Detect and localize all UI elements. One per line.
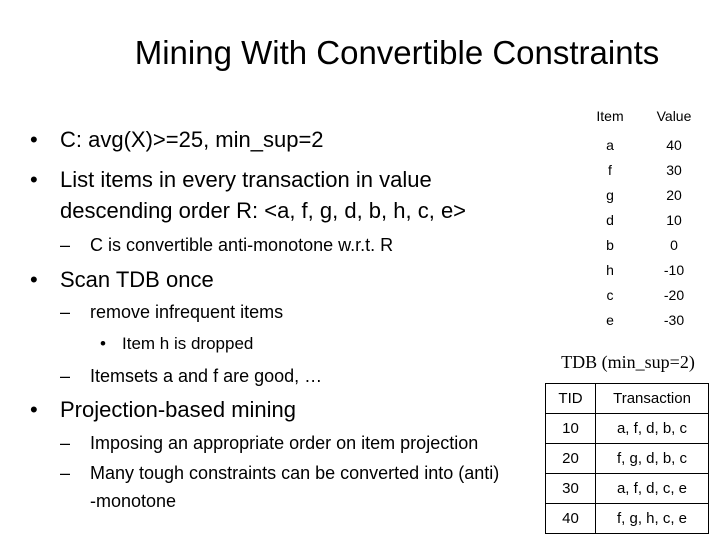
bullet-scan-text: Scan TDB once (60, 267, 214, 292)
tdb-caption: TDB (min_sup=2) (561, 352, 695, 372)
sub-bullet-itemsets (60, 366, 322, 387)
table-row (546, 414, 709, 444)
dash-marker: – (60, 366, 71, 386)
item-cell: g (606, 186, 614, 203)
bullet-order-line2: descending order R: <a, f, g, d, b, h, c, e> (60, 198, 467, 223)
sub-bullet-remove-text: remove infrequent items (90, 302, 284, 322)
slide-title: Mining With Convertible Constraints (134, 34, 660, 71)
tid-cell: 40 (546, 504, 596, 534)
table-row (582, 182, 710, 207)
bullet-marker: • (30, 127, 38, 152)
tid-cell: 10 (546, 414, 596, 444)
item-cell: c (606, 286, 614, 303)
transaction-cell: a, f, d, c, e (596, 474, 709, 504)
sub-bullet-convertible (60, 235, 393, 256)
value-cell: 0 (670, 236, 678, 253)
value-cell: 30 (666, 161, 682, 178)
item-cell: a (606, 136, 614, 153)
value-cell: -20 (663, 286, 685, 303)
header-transaction: Transaction (596, 384, 709, 414)
bullet-order (30, 167, 432, 193)
header-item: Item (596, 108, 624, 124)
bullet-projection (30, 397, 296, 423)
table-row (546, 474, 709, 504)
bullet-scan (30, 267, 214, 293)
sub-bullet-remove (60, 302, 283, 323)
transaction-cell: f, g, h, c, e (596, 504, 709, 534)
table-row (582, 257, 710, 282)
item-cell: d (606, 211, 614, 228)
table-row (582, 132, 710, 157)
dash-marker: – (60, 433, 71, 453)
bullet-marker: • (30, 397, 38, 422)
bullet-marker: • (30, 267, 38, 292)
table-row (546, 504, 709, 534)
dash-marker: – (60, 235, 71, 255)
dash-marker: – (60, 463, 71, 483)
table-row (582, 207, 710, 232)
tid-cell: 30 (546, 474, 596, 504)
bullet-constraint (30, 127, 324, 153)
tid-cell: 20 (546, 444, 596, 474)
sub-bullet-tough-line1: Many tough constraints can be converted into (anti) (90, 463, 500, 483)
item-value-table (582, 100, 710, 332)
sub-bullet-itemsets-text: Itemsets a and f are good, … (90, 366, 323, 386)
table-header-row (546, 384, 709, 414)
item-cell: b (606, 236, 614, 253)
sub-sub-bullet-dropped (100, 334, 253, 354)
table-row (546, 444, 709, 474)
table-row (582, 282, 710, 307)
value-cell: -10 (663, 261, 685, 278)
table-row (582, 307, 710, 332)
sub-sub-bullet-dropped-text: Item h is dropped (122, 334, 254, 353)
sub-bullet-imposing (60, 433, 478, 454)
item-cell: e (606, 311, 614, 328)
table-header-row (582, 100, 710, 132)
bullet-constraint-text: C: avg(X)>=25, min_sup=2 (60, 127, 324, 152)
tdb-table (545, 383, 709, 534)
transaction-cell: f, g, d, b, c (596, 444, 709, 474)
table-row (582, 157, 710, 182)
value-cell: 20 (666, 186, 682, 203)
item-cell: h (606, 261, 614, 278)
dash-marker: – (60, 302, 71, 322)
item-cell: f (608, 161, 612, 178)
value-cell: -30 (663, 311, 685, 328)
sub-bullet-imposing-text: Imposing an appropriate order on item projection (90, 433, 479, 453)
bullet-marker: • (30, 167, 38, 192)
header-value: Value (656, 108, 692, 124)
sub-bullet-convertible-text: C is convertible anti-monotone w.r.t. R (90, 235, 394, 255)
header-tid: TID (546, 384, 596, 414)
bullet-order-line1: List items in every transaction in value (60, 167, 432, 192)
bullet-projection-text: Projection-based mining (60, 397, 297, 422)
bullet-marker: • (100, 334, 106, 353)
sub-bullet-tough-line2: -monotone (90, 491, 177, 511)
table-row (582, 232, 710, 257)
value-cell: 40 (666, 136, 682, 153)
value-cell: 10 (666, 211, 682, 228)
sub-bullet-tough (60, 463, 499, 484)
transaction-cell: a, f, d, b, c (596, 414, 709, 444)
